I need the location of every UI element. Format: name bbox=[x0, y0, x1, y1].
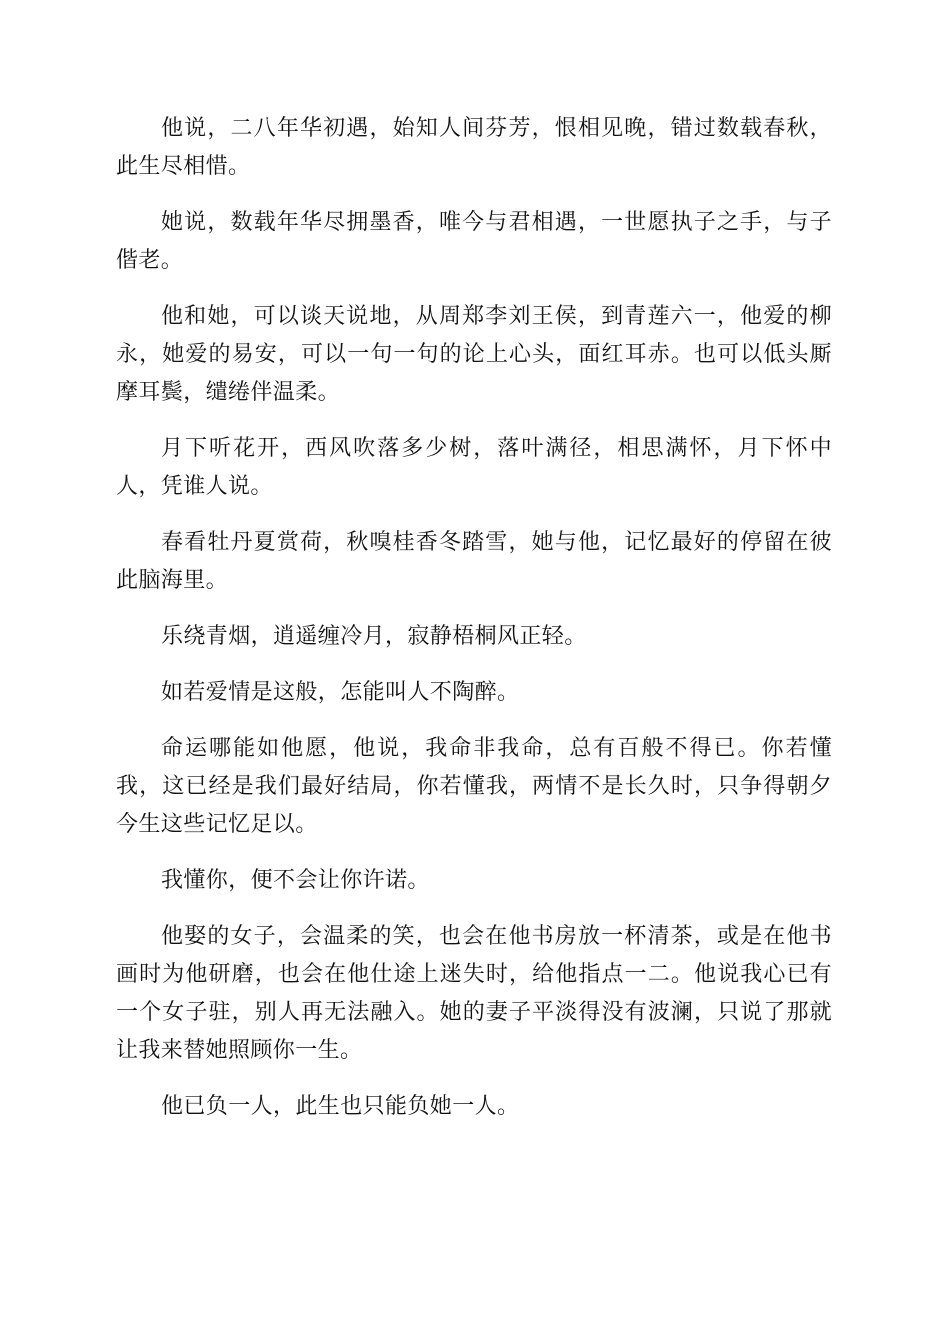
paragraph: 春看牡丹夏赏荷，秋嗅桂香冬踏雪，她与他，记忆最好的停留在彼此脑海里。 bbox=[116, 530, 832, 593]
paragraph: 如若爱情是这般，怎能叫人不陶醉。 bbox=[161, 680, 520, 705]
paragraph: 他说，二八年华初遇，始知人间芬芳，恨相见晚，错过数载春秋，此生尽相惜。 bbox=[116, 116, 832, 179]
paragraph: 他和她，可以谈天说地，从周郑李刘王侯，到青莲六一，他爱的柳永，她爱的易安，可以一句一句的论上心头，面红耳赤。也可以低头厮摩耳鬓，缱绻伴温柔。 bbox=[116, 304, 832, 405]
paragraph: 他已负一人，此生也只能负她一人。 bbox=[161, 1094, 520, 1119]
paragraph: 我懂你，便不会让你许诺。 bbox=[161, 868, 430, 893]
paragraph: 月下听花开，西风吹落多少树，落叶满径，相思满怀，月下怀中人，凭谁人说。 bbox=[116, 436, 832, 499]
paragraph: 命运哪能如他愿，他说，我命非我命，总有百般不得已。你若懂我，这已经是我们最好结局，你若懂我，两情不是长久时，只争得朝夕今生这些记忆足以。 bbox=[116, 736, 832, 837]
paragraph: 她说，数载年华尽拥墨香，唯今与君相遇，一世愿执子之手，与子偕老。 bbox=[116, 210, 832, 273]
paragraph: 他娶的女子，会温柔的笑，也会在他书房放一杯清茶，或是在他书画时为他研磨，也会在他仕途上迷失时，给他指点一二。他说我心已有一个女子驻，别人再无法融入。她的妻子平淡得没有波澜，只说了那就让我来替她照顾你一生。 bbox=[116, 924, 832, 1063]
paragraph: 乐绕青烟，逍遥缠冷月，寂静梧桐风正轻。 bbox=[161, 624, 587, 649]
document-body bbox=[116, 110, 832, 1144]
